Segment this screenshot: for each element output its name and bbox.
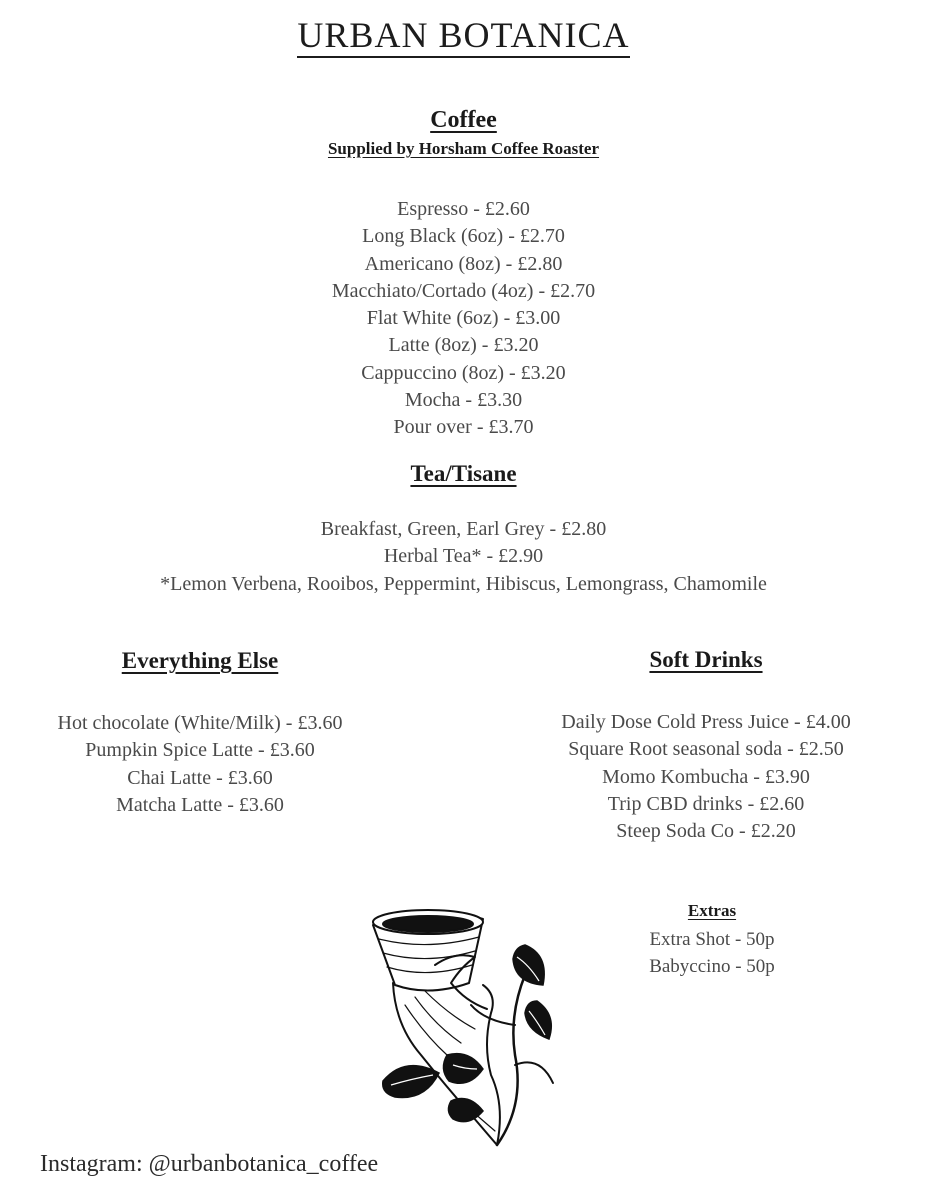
menu-item: Herbal Tea* - £2.90 bbox=[383, 545, 544, 568]
menu-item: Long Black (6oz) - £2.70 bbox=[362, 225, 565, 248]
coffee-list bbox=[0, 196, 927, 442]
page-title-text: URBAN BOTANICA bbox=[297, 15, 629, 58]
menu-item: Breakfast, Green, Earl Grey - £2.80 bbox=[320, 518, 607, 540]
hand-holding-cup-with-leaves-icon bbox=[365, 905, 560, 1155]
menu-item: Daily Dose Cold Press Juice - £4.00 bbox=[561, 711, 851, 733]
soft-drinks-heading: Soft Drinks bbox=[649, 647, 763, 672]
extras-list bbox=[612, 926, 812, 981]
extras-heading: Extras bbox=[687, 901, 737, 920]
menu-item: Flat White (6oz) - £3.00 bbox=[366, 307, 561, 330]
instagram-handle: Instagram: @urbanbotanica_coffee bbox=[40, 1151, 379, 1177]
coffee-heading: Coffee bbox=[430, 107, 497, 133]
menu-item: Matcha Latte - £3.60 bbox=[116, 793, 284, 816]
coffee-supplier: Supplied by Horsham Coffee Roaster bbox=[327, 139, 600, 158]
menu-item: Babyccino - 50p bbox=[649, 956, 775, 978]
menu-item: Pour over - £3.70 bbox=[393, 416, 534, 439]
menu-item: Mocha - £3.30 bbox=[404, 389, 523, 412]
menu-item: Cappuccino (8oz) - £3.20 bbox=[361, 361, 566, 384]
menu-item: Pumpkin Spice Latte - £3.60 bbox=[85, 739, 315, 762]
everything-else-list bbox=[10, 710, 390, 819]
tea-list bbox=[0, 516, 927, 598]
menu-item: Latte (8oz) - £3.20 bbox=[388, 334, 539, 357]
menu-item: Square Root seasonal soda - £2.50 bbox=[568, 738, 844, 761]
tea-heading: Tea/Tisane bbox=[410, 461, 517, 486]
menu-item: Steep Soda Co - £2.20 bbox=[616, 820, 796, 843]
menu-item: Extra Shot - 50p bbox=[649, 929, 775, 950]
menu-item: Momo Kombucha - £3.90 bbox=[602, 765, 810, 788]
menu-item: Americano (8oz) - £2.80 bbox=[364, 252, 563, 275]
menu-item: Macchiato/Cortado (4oz) - £2.70 bbox=[331, 279, 596, 302]
menu-item: Trip CBD drinks - £2.60 bbox=[607, 792, 805, 815]
everything-else-heading: Everything Else bbox=[121, 648, 279, 673]
menu-item: Espresso - £2.60 bbox=[397, 198, 530, 220]
page-title bbox=[0, 14, 927, 56]
soft-drinks-list bbox=[516, 709, 896, 845]
menu-item: *Lemon Verbena, Rooibos, Peppermint, Hibiscus, Lemongrass, Chamomile bbox=[160, 572, 767, 595]
menu-item: Hot chocolate (White/Milk) - £3.60 bbox=[57, 712, 343, 734]
menu-item: Chai Latte - £3.60 bbox=[127, 766, 273, 789]
